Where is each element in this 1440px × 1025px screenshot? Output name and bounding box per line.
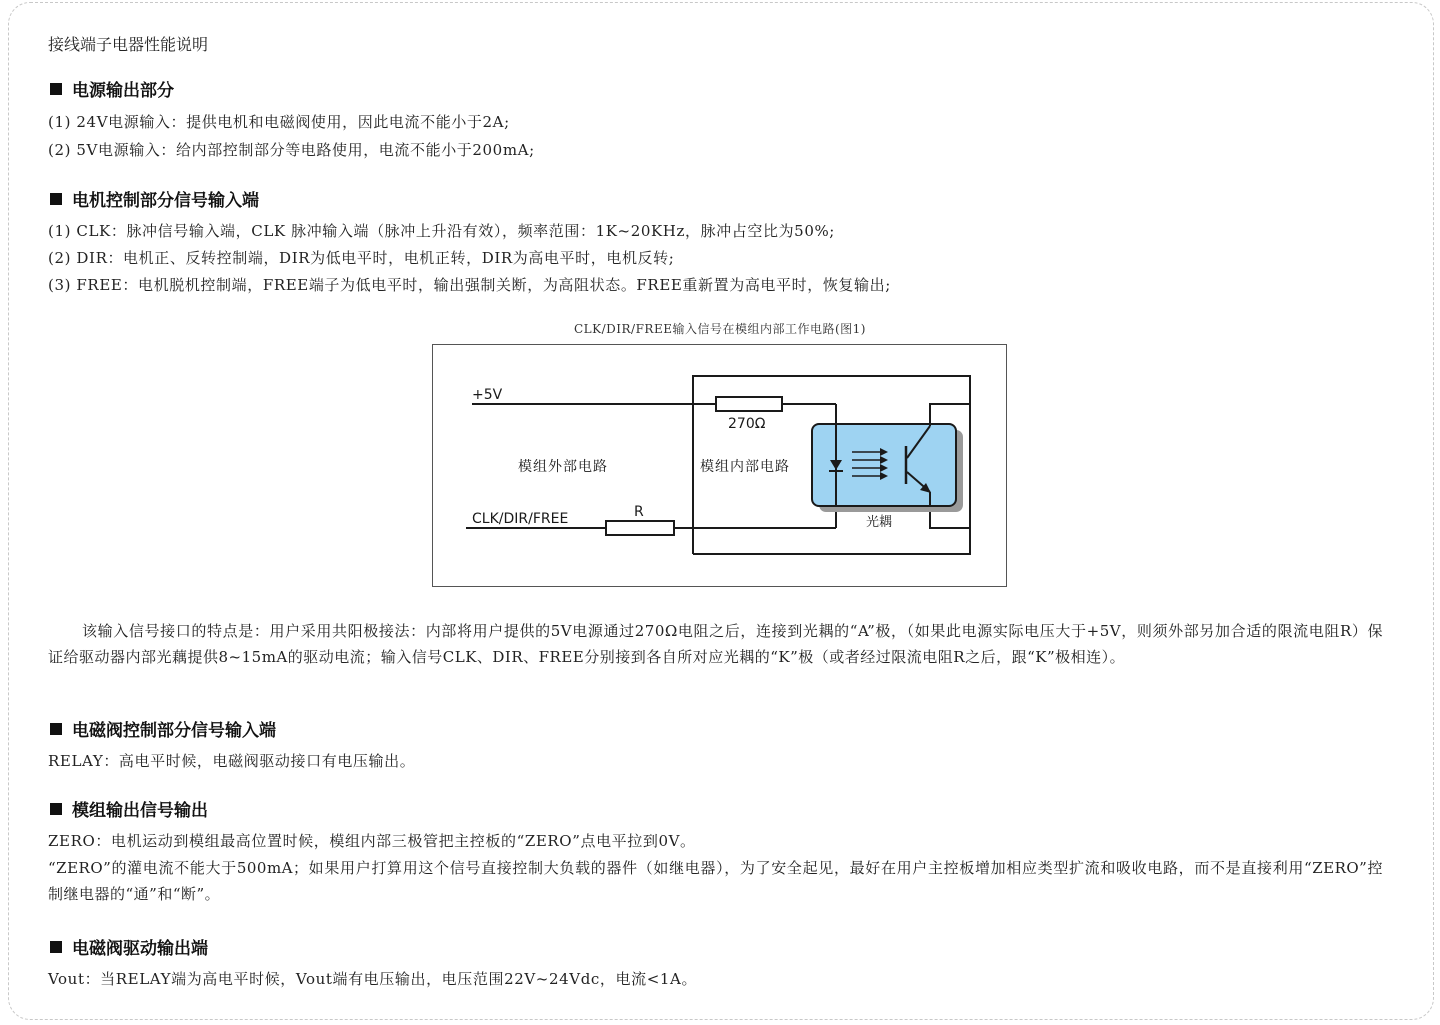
resistor-r (606, 521, 674, 535)
label-5v: +5V (472, 387, 503, 403)
label-inner-circuit: 模组内部电路 (700, 459, 790, 475)
square-bullet-icon (50, 193, 62, 205)
description-paragraph: 该输入信号接口的特点是：用户采用共阳极接法：内部将用户提供的5V电源通过270Ω电阻之后，连接到光耦的“A”极，（如果此电源实际电压大于+5V，则须外部另加合适的限流电阻R）保证给驱动器内部光藕提供8~15mA的驱动电流；输入信号CLK、DIR、FREE分别接到各自所对应光耦的“K”极（或者经过限流电阻R之后，跟“K”极相连）。 (48, 622, 1383, 666)
figure-caption: CLK/DIR/FREE输入信号在模组内部工作电路(图1) (574, 322, 866, 336)
square-bullet-icon (50, 83, 62, 95)
section-heading-power (50, 76, 174, 101)
heading-text: 电机控制部分信号输入端 (72, 191, 259, 211)
label-270-ohm: 270Ω (728, 416, 766, 432)
heading-text: 电磁阀控制部分信号输入端 (72, 721, 276, 741)
page-title: 接线端子电器性能说明 (48, 35, 209, 54)
circuit-diagram (432, 344, 1008, 589)
power-line-1: (1) 24V电源输入：提供电机和电磁阀使用，因此电流不能小于2A; (48, 113, 510, 131)
motor-line-1: (1) CLK：脉冲信号输入端，CLK 脉冲输入端（脉冲上升沿有效），频率范围：1K~20KHz，脉冲占空比为50%; (48, 222, 835, 240)
zero-line-1: ZERO：电机运动到模组最高位置时候，模组内部三极管把主控板的“ZERO”点电平拉到0V。 (48, 832, 696, 850)
label-optocoupler: 光耦 (866, 515, 893, 530)
label-outer-circuit: 模组外部电路 (518, 459, 608, 475)
square-bullet-icon (50, 723, 62, 735)
square-bullet-icon (50, 941, 62, 953)
motor-line-2: (2) DIR：电机正、反转控制端，DIR为低电平时，电机正转，DIR为高电平时，电机反转; (48, 249, 675, 267)
heading-text: 电源输出部分 (72, 81, 174, 101)
label-input: CLK/DIR/FREE (472, 511, 569, 527)
heading-text: 电磁阀驱动输出端 (72, 939, 208, 959)
heading-text: 模组输出信号输出 (72, 801, 208, 821)
section-heading-relay (50, 716, 276, 741)
label-r: R (634, 504, 644, 520)
motor-line-3: (3) FREE：电机脱机控制端，FREE端子为低电平时，输出强制关断，为高阻状态。FREE重新置为高电平时，恢复输出; (48, 276, 891, 294)
section-heading-solenoid (50, 934, 208, 959)
power-line-2: (2) 5V电源输入：给内部控制部分等电路使用，电流不能小于200mA; (48, 141, 535, 159)
zero-paragraph: “ZERO”的灌电流不能大于500mA；如果用户打算用这个信号直接控制大负载的器件（如继电器），为了安全起见，最好在用户主控板增加相应类型扩流和吸收电路，而不是直接利用“ZERO”控制继电器的“通”和“断”。 (48, 859, 1383, 903)
resistor-270 (716, 397, 782, 411)
solenoid-line-1: Vout：当RELAY端为高电平时候，Vout端有电压输出，电压范围22V~24Vdc，电流<1A。 (48, 970, 698, 988)
section-heading-zero (50, 796, 208, 821)
section-heading-motor (50, 186, 259, 211)
square-bullet-icon (50, 803, 62, 815)
relay-line-1: RELAY：高电平时候，电磁阀驱动接口有电压输出。 (48, 752, 416, 770)
